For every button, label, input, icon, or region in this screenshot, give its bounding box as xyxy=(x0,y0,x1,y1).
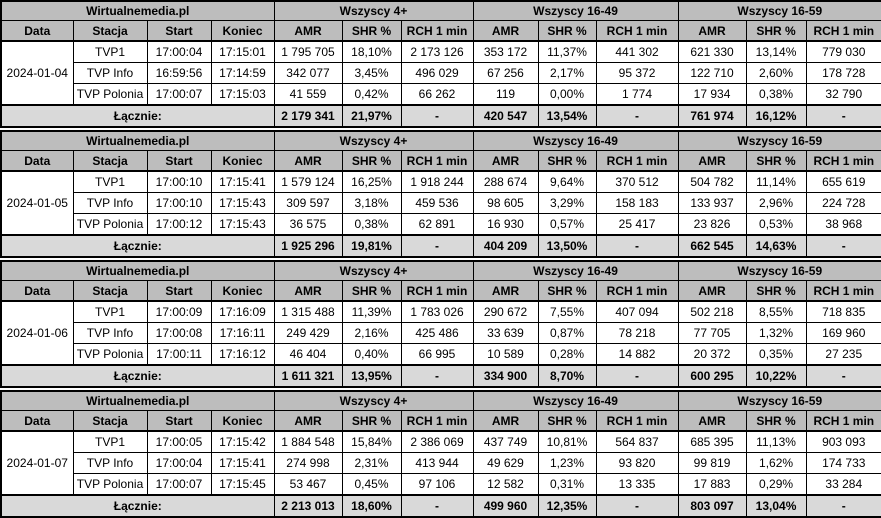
start-cell: 17:00:04 xyxy=(147,41,211,63)
col-header-shr: SHR % xyxy=(746,21,806,42)
koniec-cell: 17:15:43 xyxy=(211,214,274,236)
amr-cell: 504 782 xyxy=(678,171,746,193)
total-shr-cell: 13,54% xyxy=(538,105,596,127)
group-header-all-4plus: Wszyscy 4+ xyxy=(274,1,473,21)
col-header-amr: AMR xyxy=(274,281,342,302)
rch-cell: 32 790 xyxy=(806,84,881,106)
shr-cell: 2,17% xyxy=(538,63,596,84)
col-header-amr: AMR xyxy=(274,411,342,432)
shr-cell: 11,13% xyxy=(746,431,806,453)
koniec-cell: 17:15:01 xyxy=(211,41,274,63)
col-header-rch: RCH 1 min xyxy=(401,411,473,432)
col-header-shr: SHR % xyxy=(342,21,401,42)
rch-cell: 38 968 xyxy=(806,214,881,236)
col-header-start: Start xyxy=(147,21,211,42)
ratings-table-day3 xyxy=(0,260,881,388)
col-header-rch: RCH 1 min xyxy=(806,411,881,432)
shr-cell: 3,18% xyxy=(342,193,401,214)
koniec-cell: 17:15:43 xyxy=(211,193,274,214)
total-row xyxy=(1,365,881,387)
shr-cell: 1,32% xyxy=(746,323,806,344)
col-header-rch: RCH 1 min xyxy=(401,281,473,302)
amr-cell: 685 395 xyxy=(678,431,746,453)
col-header-rch: RCH 1 min xyxy=(596,21,678,42)
total-label: Łącznie: xyxy=(1,105,274,127)
shr-cell: 15,84% xyxy=(342,431,401,453)
table-row xyxy=(1,453,881,474)
col-header-data: Data xyxy=(1,21,73,42)
shr-cell: 0,00% xyxy=(538,84,596,106)
rch-cell: 78 218 xyxy=(596,323,678,344)
koniec-cell: 17:14:59 xyxy=(211,63,274,84)
shr-cell: 10,81% xyxy=(538,431,596,453)
table-row xyxy=(1,214,881,236)
koniec-cell: 17:16:09 xyxy=(211,301,274,323)
col-header-amr: AMR xyxy=(678,21,746,42)
rch-cell: 2 386 069 xyxy=(401,431,473,453)
rch-cell: 1 783 026 xyxy=(401,301,473,323)
station-cell: TVP1 xyxy=(73,171,147,193)
rch-cell: 27 235 xyxy=(806,344,881,366)
col-header-amr: AMR xyxy=(473,281,538,302)
col-header-amr: AMR xyxy=(473,21,538,42)
group-header-all-4plus: Wszyscy 4+ xyxy=(274,131,473,151)
rch-cell: 66 262 xyxy=(401,84,473,106)
rch-cell: 93 820 xyxy=(596,453,678,474)
amr-cell: 17 883 xyxy=(678,474,746,496)
shr-cell: 16,25% xyxy=(342,171,401,193)
start-cell: 17:00:04 xyxy=(147,453,211,474)
col-header-shr: SHR % xyxy=(746,411,806,432)
col-header-rch: RCH 1 min xyxy=(596,281,678,302)
amr-cell: 437 749 xyxy=(473,431,538,453)
shr-cell: 0,45% xyxy=(342,474,401,496)
amr-cell: 77 705 xyxy=(678,323,746,344)
shr-cell: 0,35% xyxy=(746,344,806,366)
shr-cell: 1,62% xyxy=(746,453,806,474)
rch-cell: 413 944 xyxy=(401,453,473,474)
amr-cell: 119 xyxy=(473,84,538,106)
start-cell: 17:00:09 xyxy=(147,301,211,323)
total-shr-cell: 18,60% xyxy=(342,495,401,517)
column-header-row xyxy=(1,281,881,302)
col-header-rch: RCH 1 min xyxy=(401,21,473,42)
col-header-shr: SHR % xyxy=(342,411,401,432)
amr-cell: 33 639 xyxy=(473,323,538,344)
start-cell: 17:00:10 xyxy=(147,171,211,193)
table-row xyxy=(1,323,881,344)
shr-cell: 0,53% xyxy=(746,214,806,236)
col-header-shr: SHR % xyxy=(746,151,806,172)
group-header-all-4plus: Wszyscy 4+ xyxy=(274,261,473,281)
col-header-amr: AMR xyxy=(678,151,746,172)
rch-cell: 564 837 xyxy=(596,431,678,453)
total-rch-cell: - xyxy=(596,105,678,127)
col-header-koniec: Koniec xyxy=(211,281,274,302)
group-header-16-59: Wszyscy 16-59 xyxy=(678,391,881,411)
total-shr-cell: 13,04% xyxy=(746,495,806,517)
koniec-cell: 17:16:11 xyxy=(211,323,274,344)
group-header-16-59: Wszyscy 16-59 xyxy=(678,1,881,21)
shr-cell: 0,40% xyxy=(342,344,401,366)
total-shr-cell: 13,95% xyxy=(342,365,401,387)
total-shr-cell: 16,12% xyxy=(746,105,806,127)
rch-cell: 1 918 244 xyxy=(401,171,473,193)
rch-cell: 13 335 xyxy=(596,474,678,496)
shr-cell: 11,37% xyxy=(538,41,596,63)
shr-cell: 0,29% xyxy=(746,474,806,496)
group-header-16-59: Wszyscy 16-59 xyxy=(678,261,881,281)
amr-cell: 10 589 xyxy=(473,344,538,366)
shr-cell: 8,55% xyxy=(746,301,806,323)
start-cell: 17:00:07 xyxy=(147,84,211,106)
table-row xyxy=(1,344,881,366)
col-header-shr: SHR % xyxy=(538,411,596,432)
rch-cell: 97 106 xyxy=(401,474,473,496)
col-header-stacja: Stacja xyxy=(73,411,147,432)
amr-cell: 309 597 xyxy=(274,193,342,214)
shr-cell: 7,55% xyxy=(538,301,596,323)
start-cell: 17:00:05 xyxy=(147,431,211,453)
amr-cell: 36 575 xyxy=(274,214,342,236)
shr-cell: 0,57% xyxy=(538,214,596,236)
station-cell: TVP Info xyxy=(73,323,147,344)
rch-cell: 903 093 xyxy=(806,431,881,453)
col-header-rch: RCH 1 min xyxy=(401,151,473,172)
amr-cell: 67 256 xyxy=(473,63,538,84)
station-cell: TVP1 xyxy=(73,431,147,453)
group-header-row xyxy=(1,391,881,411)
date-cell: 2024-01-05 xyxy=(1,171,73,235)
shr-cell: 2,96% xyxy=(746,193,806,214)
rch-cell: 655 619 xyxy=(806,171,881,193)
col-header-amr: AMR xyxy=(473,151,538,172)
table-row xyxy=(1,171,881,193)
group-header-16-49: Wszyscy 16-49 xyxy=(473,261,678,281)
total-shr-cell: 21,97% xyxy=(342,105,401,127)
date-cell: 2024-01-06 xyxy=(1,301,73,365)
amr-cell: 288 674 xyxy=(473,171,538,193)
koniec-cell: 17:15:45 xyxy=(211,474,274,496)
amr-cell: 274 998 xyxy=(274,453,342,474)
rch-cell: 158 183 xyxy=(596,193,678,214)
total-row xyxy=(1,105,881,127)
group-header-row xyxy=(1,131,881,151)
amr-cell: 1 315 488 xyxy=(274,301,342,323)
start-cell: 16:59:56 xyxy=(147,63,211,84)
koniec-cell: 17:16:12 xyxy=(211,344,274,366)
col-header-start: Start xyxy=(147,281,211,302)
amr-cell: 1 884 548 xyxy=(274,431,342,453)
col-header-start: Start xyxy=(147,151,211,172)
col-header-shr: SHR % xyxy=(342,151,401,172)
total-amr-cell: 1 925 296 xyxy=(274,235,342,257)
amr-cell: 342 077 xyxy=(274,63,342,84)
shr-cell: 2,60% xyxy=(746,63,806,84)
rch-cell: 441 302 xyxy=(596,41,678,63)
total-amr-cell: 1 611 321 xyxy=(274,365,342,387)
amr-cell: 20 372 xyxy=(678,344,746,366)
col-header-stacja: Stacja xyxy=(73,21,147,42)
total-rch-cell: - xyxy=(806,105,881,127)
total-row xyxy=(1,495,881,517)
group-header-16-49: Wszyscy 16-49 xyxy=(473,131,678,151)
amr-cell: 1 795 705 xyxy=(274,41,342,63)
total-amr-cell: 803 097 xyxy=(678,495,746,517)
amr-cell: 621 330 xyxy=(678,41,746,63)
col-header-stacja: Stacja xyxy=(73,151,147,172)
rch-cell: 25 417 xyxy=(596,214,678,236)
rch-cell: 178 728 xyxy=(806,63,881,84)
amr-cell: 290 672 xyxy=(473,301,538,323)
group-header-row xyxy=(1,1,881,21)
amr-cell: 16 930 xyxy=(473,214,538,236)
amr-cell: 12 582 xyxy=(473,474,538,496)
col-header-koniec: Koniec xyxy=(211,411,274,432)
amr-cell: 249 429 xyxy=(274,323,342,344)
shr-cell: 2,31% xyxy=(342,453,401,474)
total-amr-cell: 404 209 xyxy=(473,235,538,257)
rch-cell: 407 094 xyxy=(596,301,678,323)
brand-title: Wirtualnemedia.pl xyxy=(1,1,274,21)
start-cell: 17:00:08 xyxy=(147,323,211,344)
col-header-koniec: Koniec xyxy=(211,21,274,42)
shr-cell: 18,10% xyxy=(342,41,401,63)
total-rch-cell: - xyxy=(596,235,678,257)
amr-cell: 46 404 xyxy=(274,344,342,366)
rch-cell: 95 372 xyxy=(596,63,678,84)
table-row xyxy=(1,474,881,496)
amr-cell: 502 218 xyxy=(678,301,746,323)
col-header-stacja: Stacja xyxy=(73,281,147,302)
total-rch-cell: - xyxy=(806,495,881,517)
koniec-cell: 17:15:41 xyxy=(211,453,274,474)
rch-cell: 496 029 xyxy=(401,63,473,84)
ratings-table-day4 xyxy=(0,390,881,518)
col-header-amr: AMR xyxy=(274,21,342,42)
shr-cell: 11,39% xyxy=(342,301,401,323)
station-cell: TVP1 xyxy=(73,41,147,63)
total-amr-cell: 662 545 xyxy=(678,235,746,257)
group-header-16-49: Wszyscy 16-49 xyxy=(473,391,678,411)
amr-cell: 41 559 xyxy=(274,84,342,106)
shr-cell: 0,31% xyxy=(538,474,596,496)
rch-cell: 14 882 xyxy=(596,344,678,366)
amr-cell: 1 579 124 xyxy=(274,171,342,193)
total-rch-cell: - xyxy=(806,235,881,257)
total-row xyxy=(1,235,881,257)
col-header-shr: SHR % xyxy=(746,281,806,302)
amr-cell: 53 467 xyxy=(274,474,342,496)
col-header-data: Data xyxy=(1,151,73,172)
col-header-shr: SHR % xyxy=(538,21,596,42)
total-label: Łącznie: xyxy=(1,235,274,257)
total-rch-cell: - xyxy=(401,235,473,257)
start-cell: 17:00:11 xyxy=(147,344,211,366)
column-header-row xyxy=(1,411,881,432)
col-header-start: Start xyxy=(147,411,211,432)
rch-cell: 779 030 xyxy=(806,41,881,63)
station-cell: TVP1 xyxy=(73,301,147,323)
shr-cell: 3,29% xyxy=(538,193,596,214)
col-header-data: Data xyxy=(1,281,73,302)
rch-cell: 425 486 xyxy=(401,323,473,344)
rch-cell: 33 284 xyxy=(806,474,881,496)
total-rch-cell: - xyxy=(806,365,881,387)
rch-cell: 169 960 xyxy=(806,323,881,344)
shr-cell: 3,45% xyxy=(342,63,401,84)
col-header-koniec: Koniec xyxy=(211,151,274,172)
total-rch-cell: - xyxy=(401,365,473,387)
col-header-rch: RCH 1 min xyxy=(806,151,881,172)
amr-cell: 133 937 xyxy=(678,193,746,214)
total-amr-cell: 420 547 xyxy=(473,105,538,127)
koniec-cell: 17:15:41 xyxy=(211,171,274,193)
total-shr-cell: 8,70% xyxy=(538,365,596,387)
total-shr-cell: 13,50% xyxy=(538,235,596,257)
start-cell: 17:00:12 xyxy=(147,214,211,236)
table-row xyxy=(1,193,881,214)
total-shr-cell: 10,22% xyxy=(746,365,806,387)
col-header-shr: SHR % xyxy=(538,281,596,302)
rch-cell: 459 536 xyxy=(401,193,473,214)
total-label: Łącznie: xyxy=(1,495,274,517)
date-cell: 2024-01-07 xyxy=(1,431,73,495)
amr-cell: 99 819 xyxy=(678,453,746,474)
total-amr-cell: 2 179 341 xyxy=(274,105,342,127)
total-rch-cell: - xyxy=(401,495,473,517)
station-cell: TVP Info xyxy=(73,193,147,214)
group-header-row xyxy=(1,261,881,281)
shr-cell: 1,23% xyxy=(538,453,596,474)
col-header-amr: AMR xyxy=(274,151,342,172)
rch-cell: 370 512 xyxy=(596,171,678,193)
total-amr-cell: 2 213 013 xyxy=(274,495,342,517)
station-cell: TVP Polonia xyxy=(73,214,147,236)
col-header-shr: SHR % xyxy=(538,151,596,172)
table-row xyxy=(1,41,881,63)
shr-cell: 2,16% xyxy=(342,323,401,344)
col-header-amr: AMR xyxy=(678,411,746,432)
table-row xyxy=(1,84,881,106)
col-header-amr: AMR xyxy=(473,411,538,432)
table-row xyxy=(1,301,881,323)
brand-title: Wirtualnemedia.pl xyxy=(1,131,274,151)
table-row xyxy=(1,431,881,453)
table-row xyxy=(1,63,881,84)
shr-cell: 0,28% xyxy=(538,344,596,366)
col-header-shr: SHR % xyxy=(342,281,401,302)
ratings-table-day1 xyxy=(0,0,881,128)
rch-cell: 66 995 xyxy=(401,344,473,366)
amr-cell: 17 934 xyxy=(678,84,746,106)
col-header-rch: RCH 1 min xyxy=(806,281,881,302)
rch-cell: 1 774 xyxy=(596,84,678,106)
total-amr-cell: 334 900 xyxy=(473,365,538,387)
shr-cell: 0,87% xyxy=(538,323,596,344)
rch-cell: 224 728 xyxy=(806,193,881,214)
total-rch-cell: - xyxy=(596,495,678,517)
station-cell: TVP Info xyxy=(73,63,147,84)
amr-cell: 98 605 xyxy=(473,193,538,214)
amr-cell: 353 172 xyxy=(473,41,538,63)
amr-cell: 23 826 xyxy=(678,214,746,236)
station-cell: TVP Info xyxy=(73,453,147,474)
shr-cell: 0,38% xyxy=(342,214,401,236)
rch-cell: 2 173 126 xyxy=(401,41,473,63)
col-header-data: Data xyxy=(1,411,73,432)
column-header-row xyxy=(1,21,881,42)
start-cell: 17:00:07 xyxy=(147,474,211,496)
koniec-cell: 17:15:03 xyxy=(211,84,274,106)
total-shr-cell: 12,35% xyxy=(538,495,596,517)
total-shr-cell: 14,63% xyxy=(746,235,806,257)
shr-cell: 0,38% xyxy=(746,84,806,106)
ratings-table-day2 xyxy=(0,130,881,258)
col-header-rch: RCH 1 min xyxy=(806,21,881,42)
shr-cell: 11,14% xyxy=(746,171,806,193)
col-header-rch: RCH 1 min xyxy=(596,151,678,172)
total-rch-cell: - xyxy=(596,365,678,387)
koniec-cell: 17:15:42 xyxy=(211,431,274,453)
rch-cell: 62 891 xyxy=(401,214,473,236)
amr-cell: 49 629 xyxy=(473,453,538,474)
total-amr-cell: 499 960 xyxy=(473,495,538,517)
shr-cell: 0,42% xyxy=(342,84,401,106)
station-cell: TVP Polonia xyxy=(73,84,147,106)
column-header-row xyxy=(1,151,881,172)
station-cell: TVP Polonia xyxy=(73,474,147,496)
group-header-16-59: Wszyscy 16-59 xyxy=(678,131,881,151)
total-label: Łącznie: xyxy=(1,365,274,387)
date-cell: 2024-01-04 xyxy=(1,41,73,105)
total-amr-cell: 600 295 xyxy=(678,365,746,387)
shr-cell: 9,64% xyxy=(538,171,596,193)
shr-cell: 13,14% xyxy=(746,41,806,63)
station-cell: TVP Polonia xyxy=(73,344,147,366)
col-header-amr: AMR xyxy=(678,281,746,302)
total-amr-cell: 761 974 xyxy=(678,105,746,127)
group-header-all-4plus: Wszyscy 4+ xyxy=(274,391,473,411)
start-cell: 17:00:10 xyxy=(147,193,211,214)
rch-cell: 174 733 xyxy=(806,453,881,474)
col-header-rch: RCH 1 min xyxy=(596,411,678,432)
brand-title: Wirtualnemedia.pl xyxy=(1,261,274,281)
amr-cell: 122 710 xyxy=(678,63,746,84)
group-header-16-49: Wszyscy 16-49 xyxy=(473,1,678,21)
total-rch-cell: - xyxy=(401,105,473,127)
total-shr-cell: 19,81% xyxy=(342,235,401,257)
rch-cell: 718 835 xyxy=(806,301,881,323)
brand-title: Wirtualnemedia.pl xyxy=(1,391,274,411)
